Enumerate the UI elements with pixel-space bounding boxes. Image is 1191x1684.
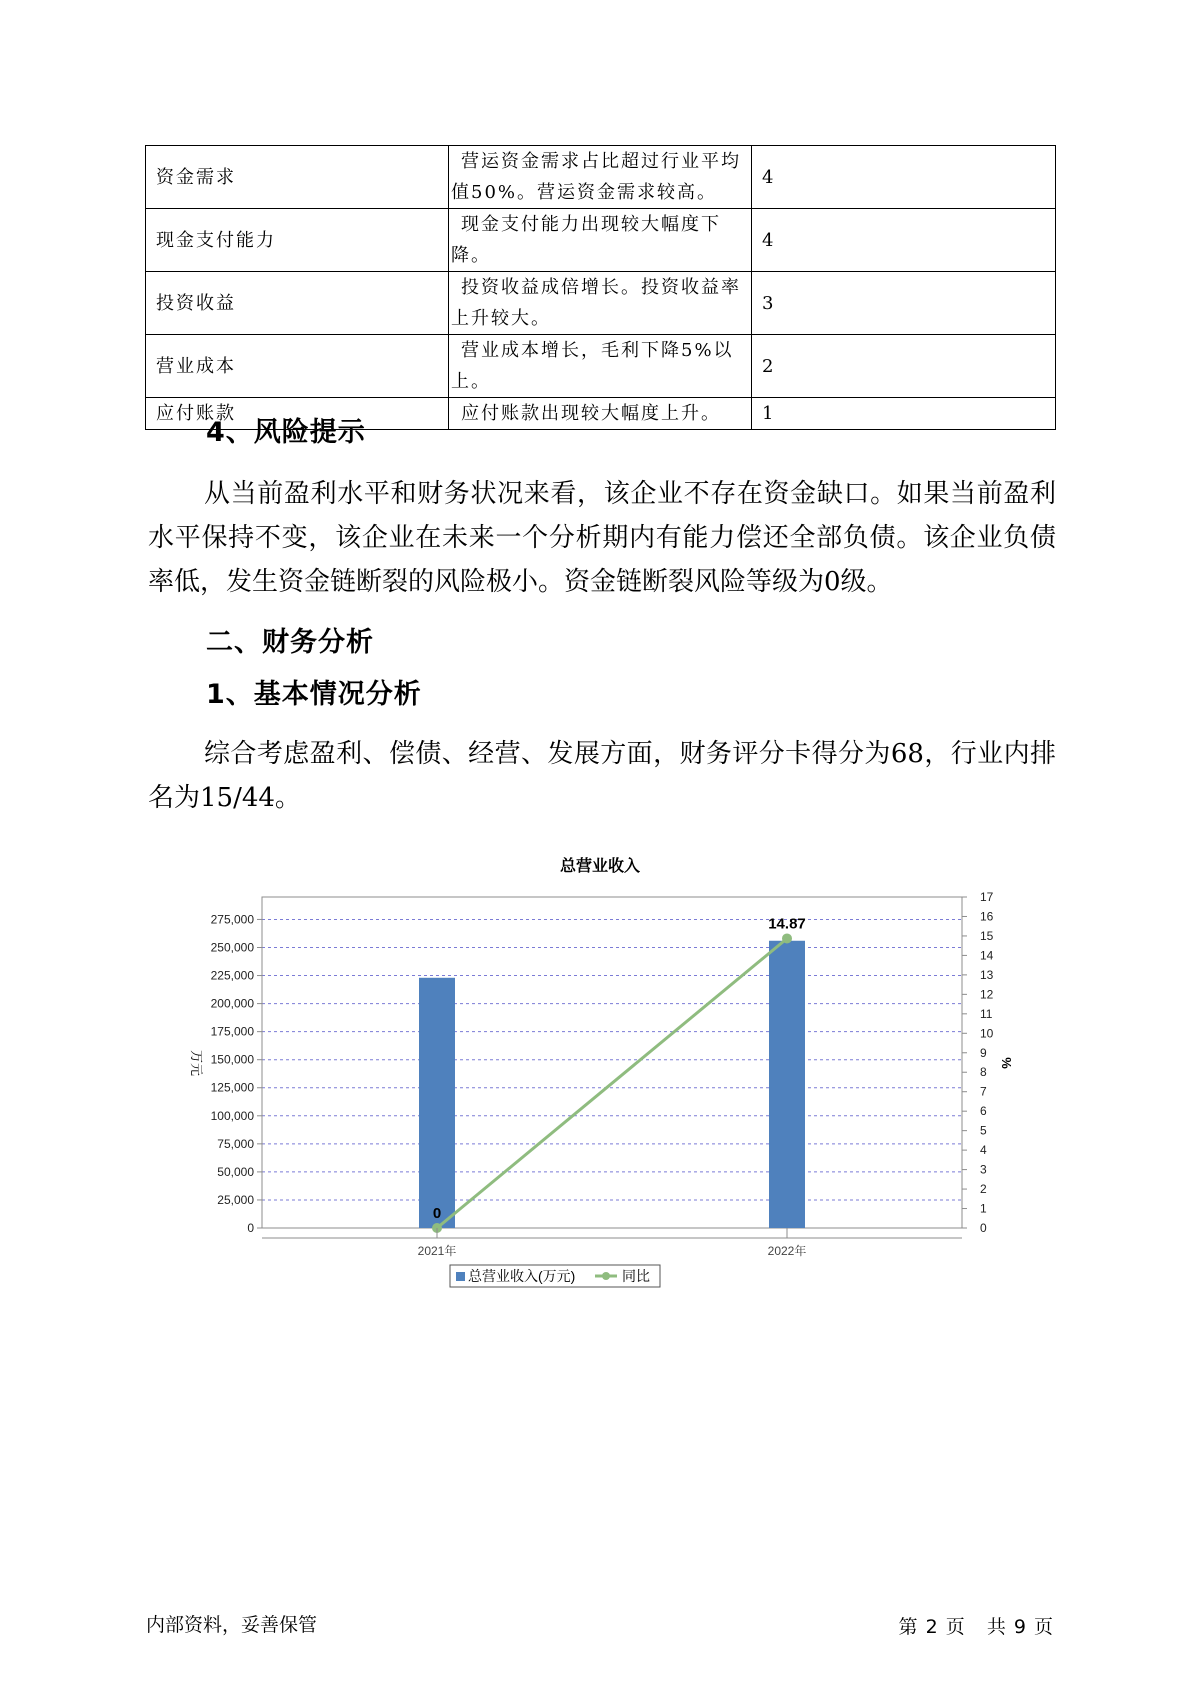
y2-tick-label: 4 xyxy=(980,1143,987,1158)
desc-line: 值50%。营运资金需求较高。 xyxy=(451,182,718,203)
table-cell-item: 现金支付能力 xyxy=(146,209,449,272)
y-tick-label: 25,000 xyxy=(217,1192,254,1207)
table-cell-score: 4 xyxy=(752,146,1056,209)
legend-bar-label: 总营业收入(万元) xyxy=(468,1268,576,1284)
desc-line: 投资收益成倍增长。投资收益率 xyxy=(461,277,741,298)
risk-heading: 4、风险提示 xyxy=(206,417,366,448)
y-tick-label: 50,000 xyxy=(217,1164,254,1179)
table-row xyxy=(146,335,1056,398)
table-cell-score: 3 xyxy=(752,272,1056,335)
y2-tick-label: 15 xyxy=(980,928,994,943)
y-tick-label: 200,000 xyxy=(210,996,254,1011)
y2-tick-label: 12 xyxy=(980,987,994,1002)
bar-mark xyxy=(769,941,805,1228)
y-tick-label: 175,000 xyxy=(210,1024,254,1039)
desc-line: 营运资金需求占比超过行业平均 xyxy=(461,151,741,172)
y2-tick-label: 17 xyxy=(980,890,994,904)
data-label: 0 xyxy=(432,1205,442,1222)
y2-tick-label: 1 xyxy=(980,1201,987,1216)
y-tick-label: 250,000 xyxy=(210,940,254,955)
y-axis-ticks xyxy=(211,912,262,1235)
table-cell-desc xyxy=(449,146,752,209)
y2-tick-label: 6 xyxy=(980,1104,987,1119)
plot-area-border xyxy=(262,897,962,1228)
table-cell-desc xyxy=(449,209,752,272)
revenue-chart xyxy=(170,845,1030,1305)
footer-confidential-note: 内部资料，妥善保管 xyxy=(146,1614,318,1636)
table-cell-score: 2 xyxy=(752,335,1056,398)
finance-paragraph: 综合考虑盈利、偿债、经营、发展方面，财务评分卡得分为68，行业内排名为15/44。 xyxy=(148,739,1056,813)
desc-line: 上升较大。 xyxy=(451,308,551,329)
basic-analysis-heading: 1、基本情况分析 xyxy=(206,679,422,710)
y-tick-label: 225,000 xyxy=(210,968,254,983)
table-cell-desc xyxy=(449,272,752,335)
table-cell-score: 1 xyxy=(752,398,1056,430)
y2-tick-label: 0 xyxy=(980,1221,987,1235)
line-path xyxy=(437,938,787,1228)
data-label: 14.87 xyxy=(768,915,806,933)
indicator-table-body xyxy=(146,146,1056,430)
legend-line-marker xyxy=(602,1272,610,1280)
y-tick-label: 275,000 xyxy=(210,912,254,927)
table-cell-desc xyxy=(449,335,752,398)
y2-tick-label: 14 xyxy=(980,948,994,963)
y2-tick-label: 3 xyxy=(980,1162,987,1177)
line-point xyxy=(782,933,792,943)
table-cell-item: 应付账款 xyxy=(146,398,449,430)
y2-tick-label: 2 xyxy=(980,1182,987,1197)
table-cell-desc xyxy=(449,398,752,430)
y2-tick-label: 5 xyxy=(980,1123,987,1138)
y-tick-label: 150,000 xyxy=(210,1052,254,1067)
chart-title: 总营业收入 xyxy=(559,858,641,875)
y2-axis-label: % xyxy=(999,1057,1014,1069)
desc-line: 营业成本增长，毛利下降5%以上。 xyxy=(451,340,734,392)
legend-bar-swatch xyxy=(456,1272,465,1281)
table-row xyxy=(146,272,1056,335)
table-cell-score: 4 xyxy=(752,209,1056,272)
indicator-table xyxy=(145,145,1056,430)
chart-legend xyxy=(450,1265,660,1287)
risk-paragraph: 从当前盈利水平和财务状况来看，该企业不存在资金缺口。如果当前盈利水平保持不变，该企业在未来一个分析期内有能力偿还全部负债。该企业负债率低，发生资金链断裂的风险极小。资金链断裂风险等级为0级。 xyxy=(148,479,1056,597)
y-tick-label: 75,000 xyxy=(217,1136,254,1151)
x-tick-label: 2022年 xyxy=(767,1244,807,1258)
chart-grid xyxy=(262,919,962,1200)
y-tick-label: 125,000 xyxy=(210,1080,254,1095)
y-tick-label: 100,000 xyxy=(210,1108,254,1123)
desc-line: 应付账款出现较大幅度上升。 xyxy=(461,403,721,424)
table-row xyxy=(146,209,1056,272)
desc-line: 现金支付能力出现较大幅度下降。 xyxy=(451,214,721,266)
x-axis-ticks xyxy=(418,1228,807,1258)
legend-line-label: 同比 xyxy=(622,1268,650,1284)
table-cell-item: 资金需求 xyxy=(146,146,449,209)
y2-axis-ticks xyxy=(962,890,994,1235)
table-cell-item: 营业成本 xyxy=(146,335,449,398)
table-cell-item: 投资收益 xyxy=(146,272,449,335)
y-tick-label: 0 xyxy=(247,1221,254,1235)
y-axis-label: 万元 xyxy=(189,1049,204,1077)
y2-tick-label: 8 xyxy=(980,1065,987,1080)
y2-tick-label: 13 xyxy=(980,967,994,982)
table-row xyxy=(146,146,1056,209)
x-tick-label: 2021年 xyxy=(417,1244,457,1258)
y2-tick-label: 16 xyxy=(980,909,994,924)
bar-mark xyxy=(419,978,455,1228)
y2-tick-label: 7 xyxy=(980,1084,987,1099)
y2-tick-label: 10 xyxy=(980,1026,994,1041)
line-series xyxy=(432,915,806,1233)
finance-heading: 二、财务分析 xyxy=(206,627,374,658)
footer-page-number: 第 2 页 共 9 页 xyxy=(898,1616,1054,1638)
y2-tick-label: 11 xyxy=(980,1006,993,1021)
y2-tick-label: 9 xyxy=(980,1045,987,1060)
